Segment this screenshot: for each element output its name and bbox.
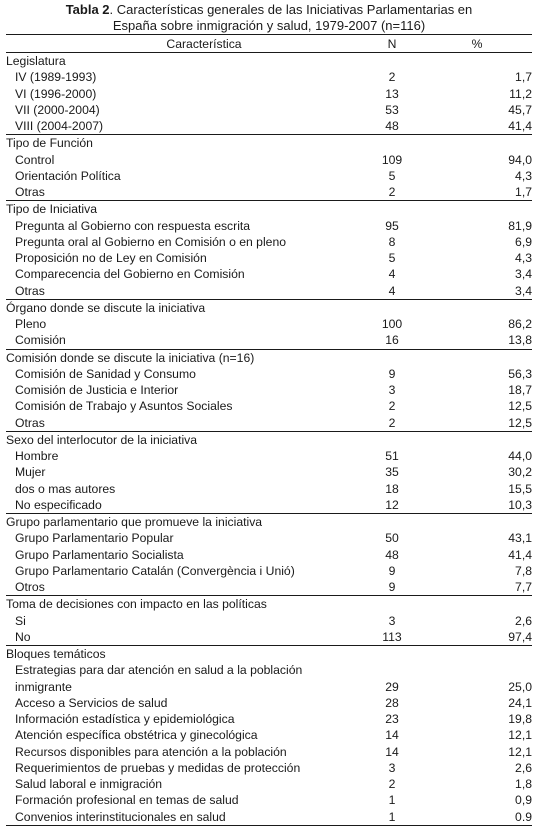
row-label: VII (2000-2004) xyxy=(15,102,100,117)
row-percent: 7,7 xyxy=(515,580,532,595)
row-count: 9 xyxy=(388,563,396,578)
row-label: Atención específica obstétrica y ginecológica xyxy=(15,728,258,743)
row-label: Control xyxy=(15,152,55,167)
row-count: 3 xyxy=(388,383,396,398)
table-row xyxy=(6,613,532,629)
table-row xyxy=(6,662,532,678)
row-percent: 11,2 xyxy=(509,86,532,101)
row-label: Comisión de Trabajo y Asuntos Sociales xyxy=(15,399,233,414)
row-count: 51 xyxy=(385,449,399,464)
row-percent: 0,9 xyxy=(515,793,532,808)
row-count: 2 xyxy=(388,777,396,792)
row-label: Acceso a Servicios de salud xyxy=(15,695,168,710)
table-row xyxy=(6,563,532,579)
row-percent: 0.9 xyxy=(422,809,532,826)
table-row xyxy=(6,464,532,480)
row-label: Toma de decisiones con impacto en las políticas xyxy=(6,596,362,613)
row-percent xyxy=(422,514,532,531)
row-count xyxy=(362,299,422,316)
table-row xyxy=(6,481,532,497)
caption-line-2: España sobre inmigración y salud, 1979-2007 (n=116) xyxy=(112,18,426,33)
row-percent xyxy=(422,646,532,663)
table-row xyxy=(6,69,532,85)
row-percent: 86,2 xyxy=(508,317,532,332)
table-row xyxy=(6,695,532,711)
row-count: 100 xyxy=(381,317,403,332)
row-percent xyxy=(422,135,532,152)
table-row xyxy=(6,629,532,646)
table-row xyxy=(6,168,532,184)
table-row xyxy=(6,760,532,776)
row-label: Información estadística y epidemiológica xyxy=(15,712,235,727)
row-label: Otras xyxy=(15,415,45,430)
table-row xyxy=(6,118,532,135)
row-percent: 43,1 xyxy=(508,531,532,546)
row-label: Formación profesional en temas de salud xyxy=(15,793,239,808)
row-percent: 41,4 xyxy=(508,547,532,562)
row-count: 2 xyxy=(388,70,396,85)
row-percent: 45,7 xyxy=(508,102,532,117)
row-percent: 12,1 xyxy=(508,728,532,743)
table-row xyxy=(6,776,532,792)
table-row xyxy=(6,86,532,102)
table-row xyxy=(6,398,532,414)
table-row xyxy=(6,152,532,168)
row-label: VIII (2004-2007) xyxy=(15,119,104,134)
row-count: 14 xyxy=(385,728,399,743)
row-percent: 97,4 xyxy=(508,629,532,644)
row-label: Comisión de Sanidad y Consumo xyxy=(15,366,196,381)
row-label: Otras xyxy=(15,185,45,200)
row-label: Comparecencia del Gobierno en Comisión xyxy=(15,267,245,282)
row-count: 12 xyxy=(385,497,399,512)
section-header-row xyxy=(6,596,532,613)
section-header-row xyxy=(6,53,532,70)
row-count xyxy=(362,514,422,531)
row-count: 3 xyxy=(388,613,396,628)
row-label: Otras xyxy=(15,283,45,298)
row-percent: 1,8 xyxy=(515,777,532,792)
row-percent xyxy=(422,349,532,366)
row-percent: 4,3 xyxy=(515,251,532,266)
row-percent: 7,8 xyxy=(515,563,532,578)
row-count: 23 xyxy=(385,712,399,727)
section-header-row xyxy=(6,431,532,448)
row-label: Bloques temáticos xyxy=(6,646,362,663)
row-count: 95 xyxy=(385,218,399,233)
table-row xyxy=(6,184,532,201)
section-header-row xyxy=(6,201,532,218)
table-row xyxy=(6,711,532,727)
row-label: Tipo de Función xyxy=(6,135,362,152)
section-header-row xyxy=(6,299,532,316)
row-label: Recursos disponibles para atención a la población xyxy=(15,744,287,759)
row-percent: 12,5 xyxy=(508,415,532,430)
row-count xyxy=(362,431,422,448)
row-label: Grupo Parlamentario Catalán (Convergència i Unió) xyxy=(15,563,295,578)
row-percent: 1,7 xyxy=(515,185,532,200)
row-label: Sexo del interlocutor de la iniciativa xyxy=(6,431,362,448)
caption-line-1 xyxy=(0,2,538,18)
row-count xyxy=(362,662,422,678)
table-row xyxy=(6,266,532,282)
row-label: Salud laboral e inmigración xyxy=(15,777,163,792)
row-count: 1 xyxy=(362,809,422,826)
row-count: 109 xyxy=(381,152,403,167)
row-percent: 15,5 xyxy=(508,481,532,496)
row-count xyxy=(362,53,422,70)
row-count: 13 xyxy=(385,86,399,101)
caption-text-1: . Características generales de las Iniciativas Parlamentarias en xyxy=(109,2,473,17)
row-label: Requerimientos de pruebas y medidas de protección xyxy=(15,760,301,775)
header-characteristic: Característica xyxy=(6,35,362,53)
section-header-row xyxy=(6,646,532,663)
row-count: 3 xyxy=(388,760,396,775)
row-percent: 24,1 xyxy=(508,695,532,710)
row-percent xyxy=(422,662,532,678)
table-row xyxy=(6,530,532,546)
row-count xyxy=(362,201,422,218)
row-count: 18 xyxy=(385,481,399,496)
row-percent: 44,0 xyxy=(508,449,532,464)
row-count: 28 xyxy=(385,695,399,710)
row-percent: 25,0 xyxy=(508,679,532,694)
table-row xyxy=(6,234,532,250)
header-n: N xyxy=(362,35,422,53)
row-label: Grupo parlamentario que promueve la iniciativa xyxy=(6,514,362,531)
table-row xyxy=(6,497,532,514)
row-label: inmigrante xyxy=(15,679,72,694)
row-count: 4 xyxy=(388,267,396,282)
row-count: 35 xyxy=(385,465,399,480)
row-count: 8 xyxy=(388,234,396,249)
row-count: 9 xyxy=(388,366,396,381)
row-label: Si xyxy=(15,613,26,628)
row-label: Comisión xyxy=(15,333,66,348)
table-row xyxy=(6,332,532,349)
row-percent: 94,0 xyxy=(508,152,532,167)
row-label: Hombre xyxy=(15,449,59,464)
table-caption xyxy=(0,0,538,34)
table-row xyxy=(6,366,532,382)
row-label: Pleno xyxy=(15,317,47,332)
row-percent: 30,2 xyxy=(508,465,532,480)
table-row xyxy=(6,250,532,266)
table-row xyxy=(6,218,532,234)
row-count: 9 xyxy=(388,580,396,595)
row-count: 2 xyxy=(388,415,396,430)
row-percent: 3,4 xyxy=(515,267,532,282)
row-count: 2 xyxy=(388,185,396,200)
row-count: 48 xyxy=(385,119,399,134)
header-row xyxy=(6,35,532,53)
row-label: VI (1996-2000) xyxy=(15,86,97,101)
row-count xyxy=(362,646,422,663)
row-count: 16 xyxy=(385,333,399,348)
row-percent: 10,3 xyxy=(508,497,532,512)
row-count: 113 xyxy=(382,629,402,644)
row-percent: 2,6 xyxy=(515,760,532,775)
row-percent: 4,3 xyxy=(515,168,532,183)
row-count: 5 xyxy=(388,168,396,183)
table-body xyxy=(6,53,532,826)
row-count: 4 xyxy=(388,283,396,298)
table-row xyxy=(6,727,532,743)
row-label: dos o mas autores xyxy=(15,481,116,496)
table-row xyxy=(6,679,532,695)
header-percent: % xyxy=(422,35,532,53)
table-row xyxy=(6,102,532,118)
row-percent: 1,7 xyxy=(515,70,532,85)
row-count xyxy=(362,596,422,613)
row-percent xyxy=(422,431,532,448)
row-label: Estrategias para dar atención en salud a la población xyxy=(15,663,303,678)
row-percent: 6,9 xyxy=(515,234,532,249)
row-label: Comisión donde se discute la iniciativa (n=16) xyxy=(6,349,362,366)
row-label: Mujer xyxy=(15,465,46,480)
row-percent: 12,1 xyxy=(508,744,532,759)
row-count: 5 xyxy=(388,251,396,266)
row-label: No especificado xyxy=(15,497,102,512)
row-percent: 56,3 xyxy=(508,366,532,381)
table-row xyxy=(6,448,532,464)
row-label: Grupo Parlamentario Socialista xyxy=(15,547,184,562)
row-label: No xyxy=(15,629,31,644)
table-row xyxy=(6,415,532,432)
row-label: Proposición no de Ley en Comisión xyxy=(15,251,207,266)
row-count: 14 xyxy=(385,744,399,759)
table-row xyxy=(6,382,532,398)
row-percent xyxy=(422,53,532,70)
row-count xyxy=(362,349,422,366)
row-count: 53 xyxy=(385,102,399,117)
row-count: 50 xyxy=(385,531,399,546)
row-count: 1 xyxy=(388,793,396,808)
row-label: Grupo Parlamentario Popular xyxy=(15,531,174,546)
row-count: 2 xyxy=(388,399,396,414)
row-count xyxy=(362,135,422,152)
row-percent: 3,4 xyxy=(515,283,532,298)
table-row xyxy=(6,547,532,563)
table-row xyxy=(6,316,532,332)
row-percent xyxy=(422,596,532,613)
caption-label: Tabla 2 xyxy=(65,2,110,17)
section-header-row xyxy=(6,514,532,531)
row-count: 48 xyxy=(385,547,399,562)
row-percent: 12,5 xyxy=(508,399,532,414)
table-row xyxy=(6,283,532,300)
table-row xyxy=(6,792,532,808)
row-percent xyxy=(422,201,532,218)
row-label: Comisión de Justicia e Interior xyxy=(15,383,179,398)
row-label: Legislatura xyxy=(6,54,66,69)
row-count: 29 xyxy=(385,679,399,694)
row-label: Pregunta oral al Gobierno en Comisión o en pleno xyxy=(15,234,287,249)
table-row xyxy=(6,579,532,596)
row-label: IV (1989-1993) xyxy=(15,70,97,85)
row-percent: 18,7 xyxy=(508,383,532,398)
row-label: Pregunta al Gobierno con respuesta escrita xyxy=(15,218,251,233)
table-row xyxy=(6,809,532,826)
row-percent: 81,9 xyxy=(508,218,532,233)
row-label: Orientación Política xyxy=(15,168,121,183)
row-label: Tipo de Iniciativa xyxy=(6,201,362,218)
row-percent: 13,8 xyxy=(508,333,532,348)
row-percent: 19,8 xyxy=(508,712,532,727)
row-percent: 41,4 xyxy=(508,119,532,134)
row-label: Convenios interinstitucionales en salud xyxy=(6,809,362,826)
section-header-row xyxy=(6,135,532,152)
characteristics-table xyxy=(6,34,532,826)
row-percent: 2,6 xyxy=(515,613,532,628)
row-percent xyxy=(422,299,532,316)
section-header-row xyxy=(6,349,532,366)
table-row xyxy=(6,744,532,760)
row-label: Otros xyxy=(15,580,45,595)
row-label: Órgano donde se discute la iniciativa xyxy=(6,299,362,316)
